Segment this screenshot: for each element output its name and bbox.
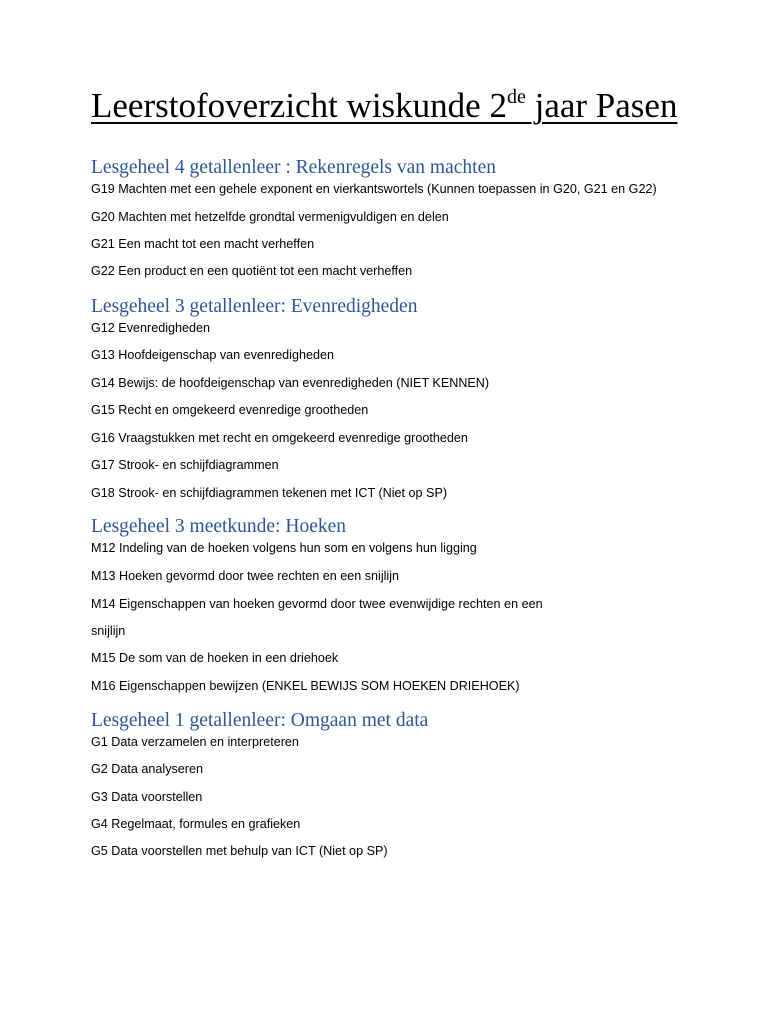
list-item: G22 Een product en een quotiënt tot een macht verheffen <box>91 264 413 278</box>
list-item: G18 Strook- en schijfdiagrammen tekenen met ICT (Niet op SP) <box>91 486 448 500</box>
list-item: M15 De som van de hoeken in een driehoek <box>91 651 339 665</box>
document-title <box>91 84 677 128</box>
list-item: G21 Een macht tot een macht verheffen <box>91 237 315 251</box>
list-item: M13 Hoeken gevormd door twee rechten en een snijlijn <box>91 569 400 583</box>
list-item: G17 Strook- en schijfdiagrammen <box>91 458 279 472</box>
list-item: G13 Hoofdeigenschap van evenredigheden <box>91 348 334 362</box>
list-item: G19 Machten met een gehele exponent en vierkantswortels (Kunnen toepassen in G20, G21 en G22) <box>91 182 657 196</box>
title-rest: jaar Pasen <box>525 86 678 125</box>
section-heading-evenredigheden: Lesgeheel 3 getallenleer: Evenredigheden <box>91 296 418 317</box>
list-item: G1 Data verzamelen en interpreteren <box>91 735 299 749</box>
list-item: M12 Indeling van de hoeken volgens hun som en volgens hun ligging <box>91 541 477 555</box>
title-main: Leerstofoverzicht wiskunde 2 <box>91 86 507 125</box>
list-item: G12 Evenredigheden <box>91 321 211 335</box>
list-item: G15 Recht en omgekeerd evenredige grootheden <box>91 403 369 417</box>
list-item: snijlijn <box>91 624 126 638</box>
list-item: G4 Regelmaat, formules en grafieken <box>91 817 301 831</box>
section-heading-machten: Lesgeheel 4 getallenleer : Rekenregels van machten <box>91 157 496 178</box>
list-item: M16 Eigenschappen bewijzen (ENKEL BEWIJS SOM HOEKEN DRIEHOEK) <box>91 679 520 693</box>
section-heading-hoeken: Lesgeheel 3 meetkunde: Hoeken <box>91 516 347 537</box>
list-item: G14 Bewijs: de hoofdeigenschap van evenredigheden (NIET KENNEN) <box>91 376 490 390</box>
list-item: M14 Eigenschappen van hoeken gevormd door twee evenwijdige rechten en een <box>91 597 543 611</box>
list-item: G2 Data analyseren <box>91 762 204 776</box>
title-superscript: de <box>506 86 526 108</box>
list-item: G5 Data voorstellen met behulp van ICT (Niet op SP) <box>91 844 388 858</box>
section-heading-data: Lesgeheel 1 getallenleer: Omgaan met data <box>91 710 429 731</box>
list-item: G3 Data voorstellen <box>91 790 203 804</box>
list-item: G20 Machten met hetzelfde grondtal vermenigvuldigen en delen <box>91 210 449 224</box>
list-item: G16 Vraagstukken met recht en omgekeerd evenredige grootheden <box>91 431 468 445</box>
